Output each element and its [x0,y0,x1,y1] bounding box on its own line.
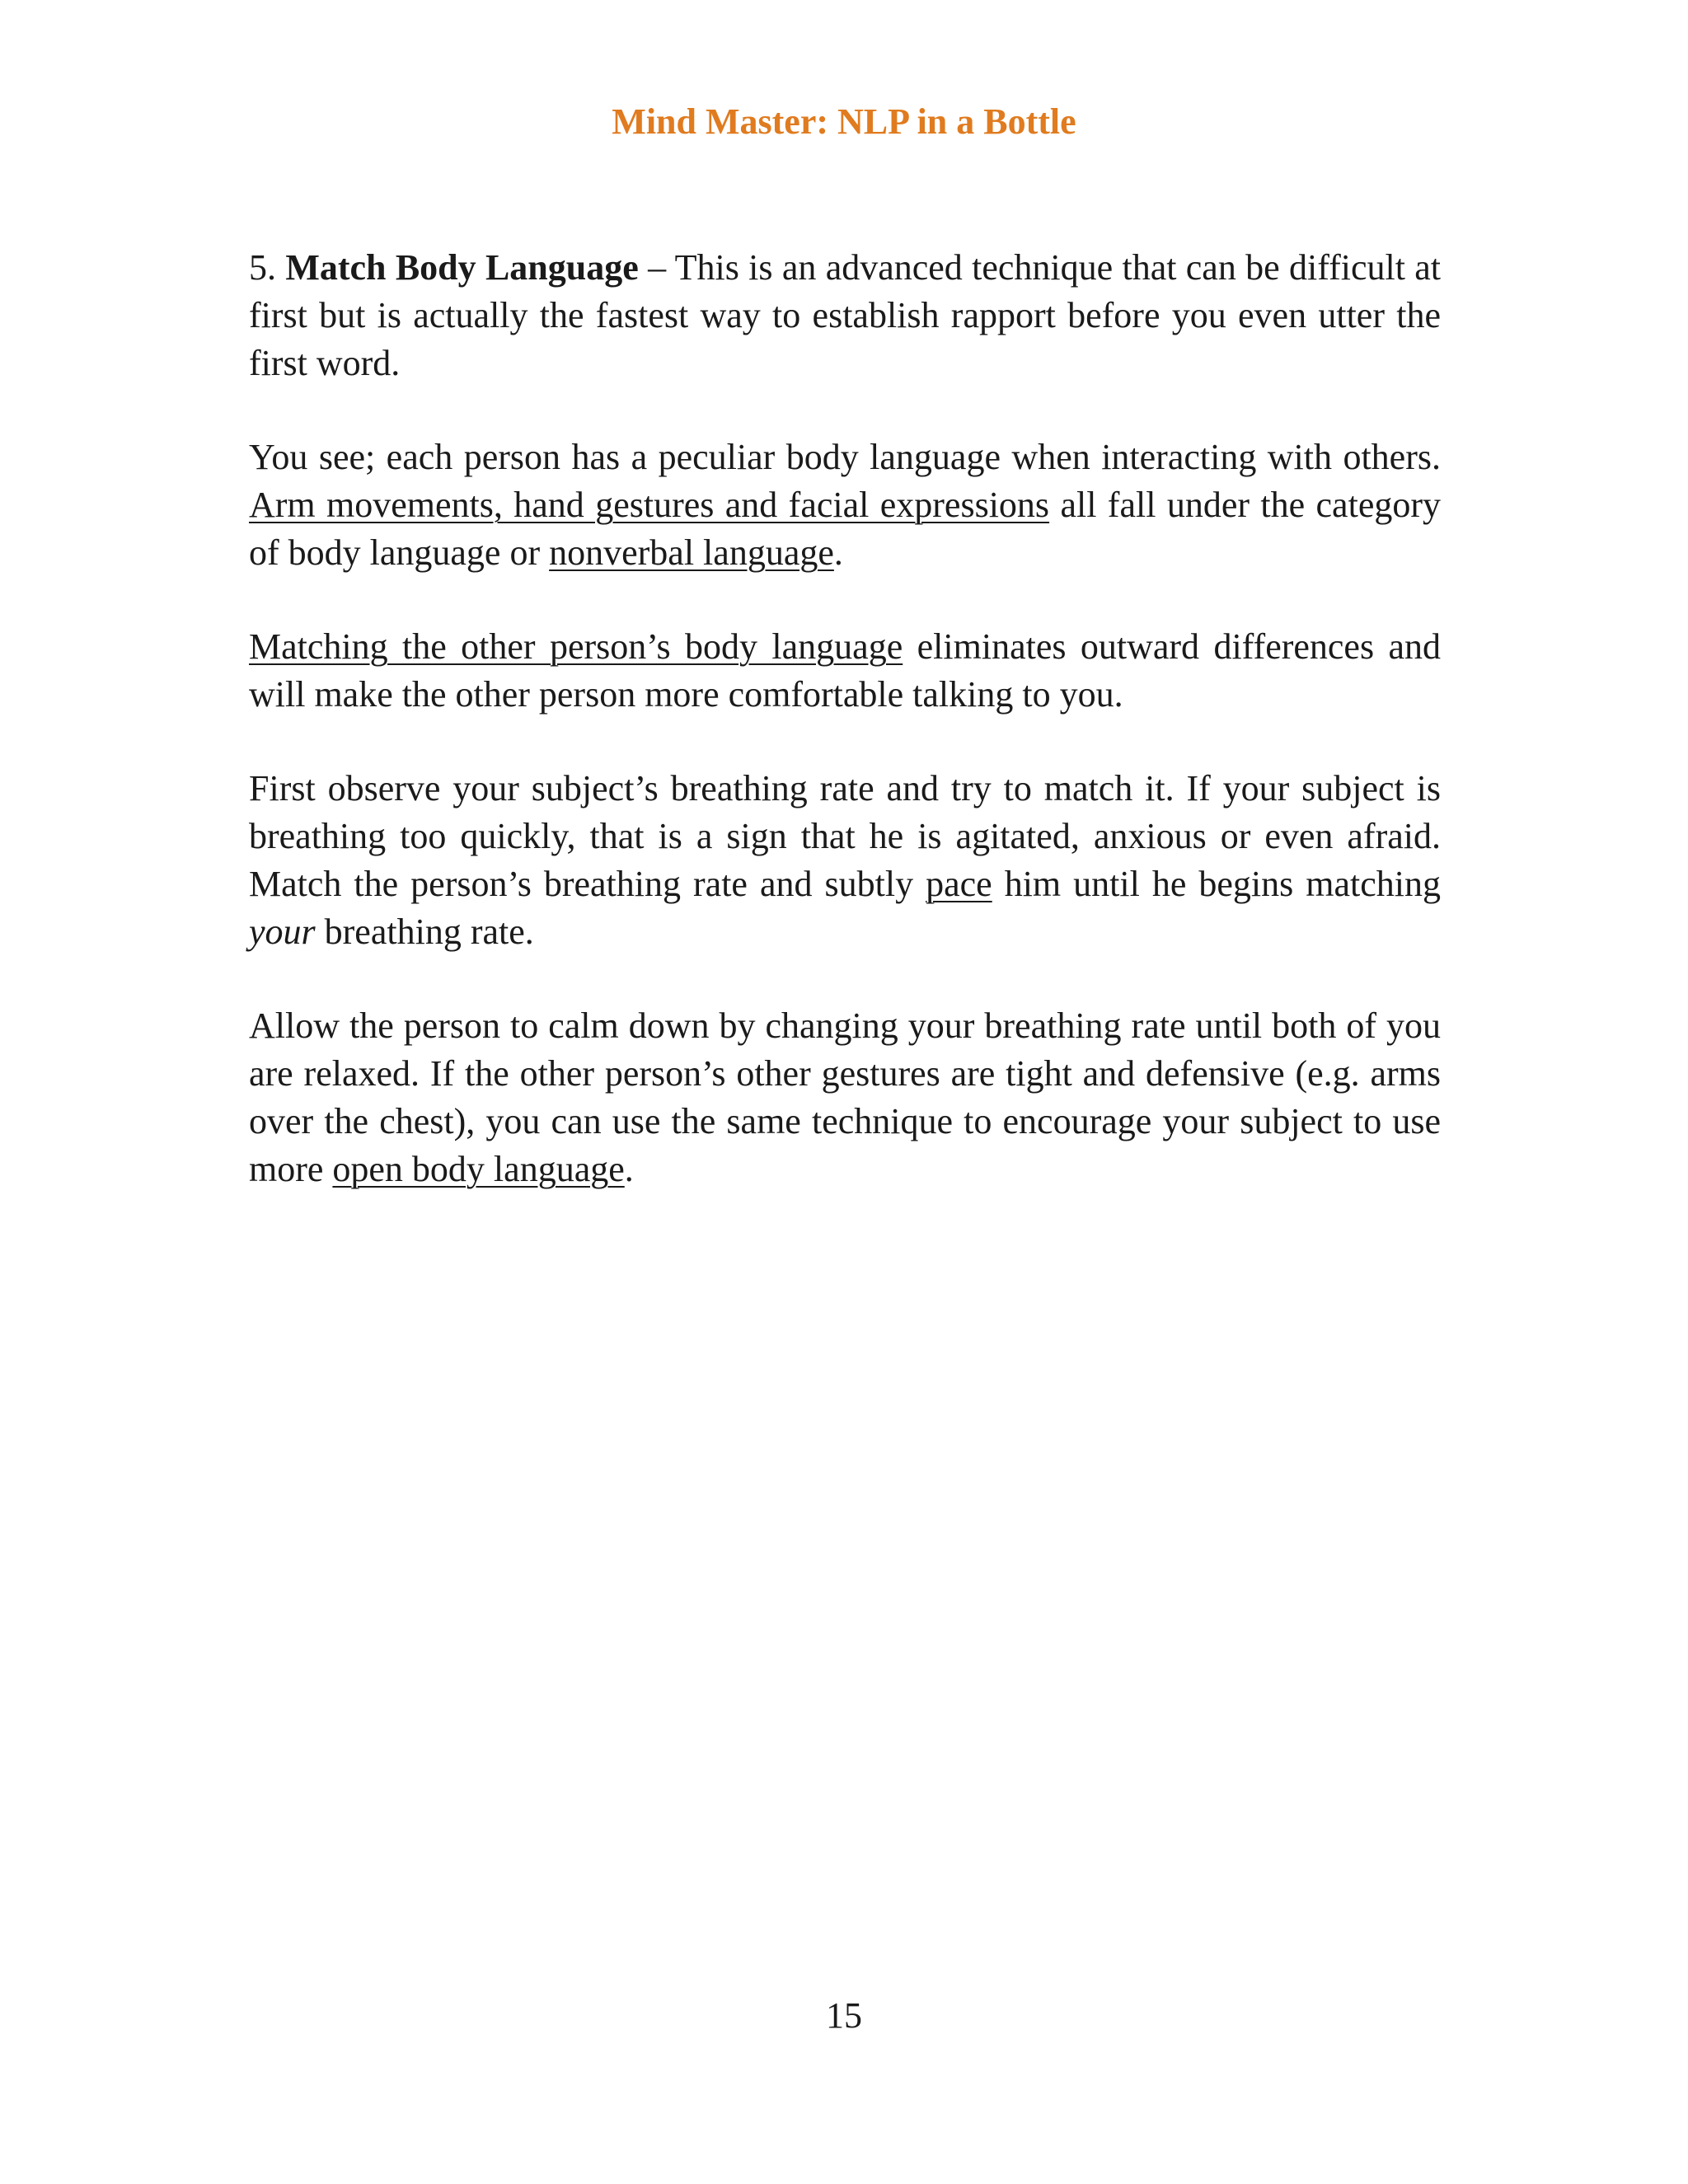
italic-word: your [249,912,316,952]
page-content [249,244,1441,1240]
paragraph-text: all fall under the category of body language or [249,485,1441,573]
paragraph-text: eliminates outward differences and will make the other person more comfortable talking to you. [249,626,1442,715]
paragraph-matching [249,623,1441,719]
paragraph-text: Allow the person to calm down by changing your breathing rate until both of you are relaxed. If the other person’s other gestures are tight and defensive (e.g. arms over the chest), you can use the same technique to encourage your subject to use more [249,1005,1441,1189]
item-number: 5. [249,247,276,288]
paragraph-text: . [624,1149,634,1189]
underlined-phrase: nonverbal language [549,532,834,573]
item-heading: Match Body Language [285,247,639,288]
paragraph-text: – This is an advanced technique that can be difficult at first but is actually the fastest way to establish rapport before you even utter the first word. [249,247,1442,383]
paragraph-calm-down [249,1002,1441,1193]
paragraph-text: breathing rate. [315,912,534,952]
running-header: Mind Master: NLP in a Bottle [612,101,1076,142]
underlined-phrase: Arm movements, hand gestures and facial expressions [249,485,1050,525]
paragraph-body-language [249,434,1441,577]
page-number: 15 [826,1995,862,2036]
underlined-phrase: open body language [332,1149,625,1189]
paragraph-text: . [833,532,843,573]
paragraph-breathing-rate [249,765,1441,956]
paragraph-text: him until he begins matching [992,864,1442,904]
paragraph-text: You see; each person has a peculiar body language when interacting with others. [249,437,1441,477]
underlined-phrase: Matching the other person’s body language [249,626,903,667]
underlined-phrase: pace [926,864,992,904]
paragraph-match-body-language [249,244,1441,387]
paragraph-text: First observe your subject’s breathing rate and try to match it. If your subject is breathing too quickly, that is a sign that he is agitated, anxious or even afraid. Match the person’s breathing rate and subtly [249,768,1441,904]
